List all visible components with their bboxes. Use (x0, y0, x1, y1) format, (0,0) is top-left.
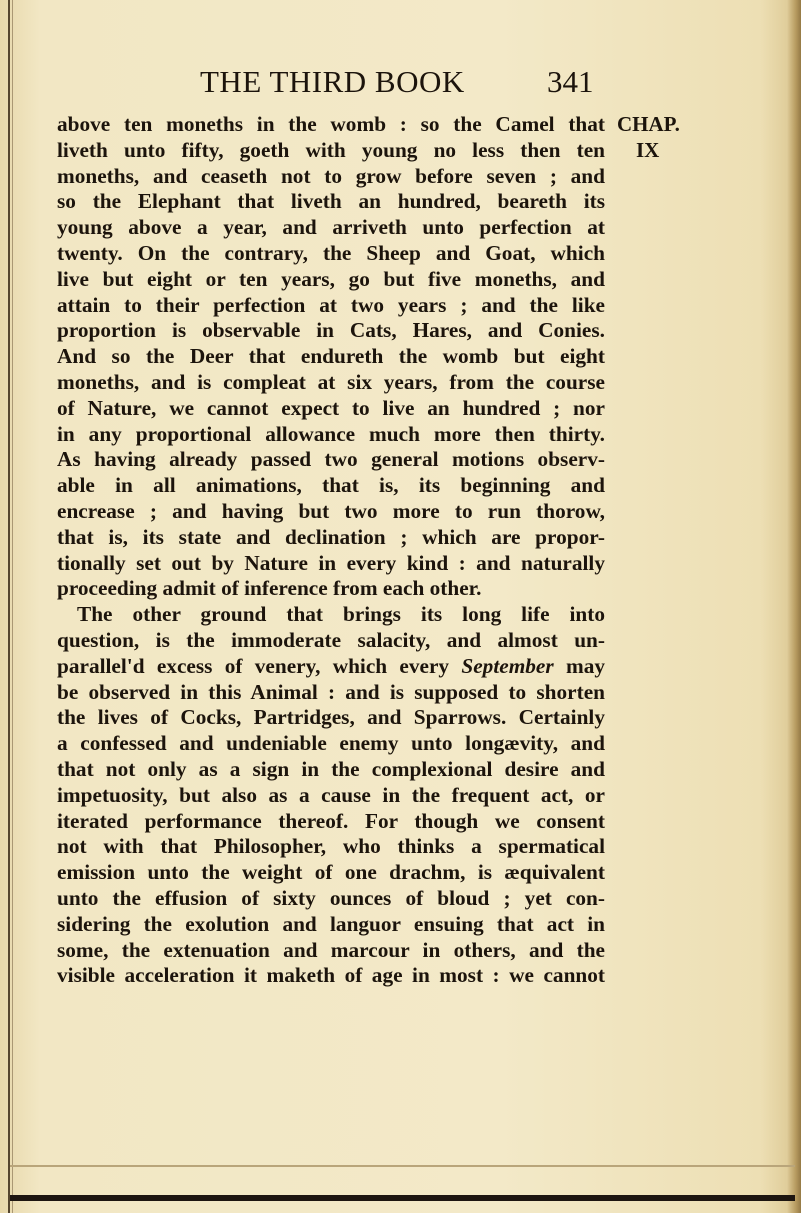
text-line: young above a year, and arriveth unto perfection at (57, 215, 605, 240)
text-line: unto the effusion of sixty ounces of bloud ; yet con- (57, 885, 605, 910)
text-line: a confessed and undeniable enemy unto longævity, and (57, 731, 605, 756)
text-line: question, is the immoderate salacity, and almost un- (57, 627, 605, 652)
text-segment: may (565, 653, 605, 678)
page-right-edge-shadow (787, 0, 801, 1213)
text-line: some, the extenuation and marcour in others, and the (57, 937, 605, 962)
italic-word: September (461, 653, 554, 678)
text-line: not with that Philosopher, who thinks a spermatical (57, 834, 605, 859)
text-line: emission unto the weight of one drachm, is æquivalent (57, 860, 605, 885)
text-line: encrease ; and having but two more to run thorow, (57, 498, 605, 523)
text-line: iterated performance thereof. For though we consent (57, 808, 605, 833)
page-bottom-edge (10, 1195, 795, 1201)
text-line: visible acceleration it maketh of age in most : we cannot (57, 963, 605, 988)
margin-chapter-number: IX (636, 138, 660, 162)
binding-gutter-line-thin (12, 0, 13, 1213)
text-line: in any proportional allowance much more then thirty. (57, 421, 605, 446)
text-line: impetuosity, but also as a cause in the frequent act, or (57, 782, 605, 807)
page-edge-line (10, 1165, 795, 1167)
page-header (0, 64, 801, 104)
text-line: of Nature, we cannot expect to live an hundred ; nor (57, 395, 605, 420)
text-line: moneths, and is compleat at six years, from the course (57, 369, 605, 394)
binding-gutter-line (8, 0, 10, 1213)
text-line: tionally set out by Nature in every kind : and naturally (57, 550, 605, 575)
text-line: live but eight or ten years, go but five moneths, and (57, 266, 605, 291)
text-line: And so the Deer that endureth the womb but eight (57, 344, 605, 369)
text-line-paragraph-start: The other ground that brings its long life into (77, 602, 605, 627)
text-line: that not only as a sign in the complexional desire and (57, 756, 605, 781)
text-line: proportion is observable in Cats, Hares, and Conies. (57, 318, 605, 343)
text-line: As having already passed two general motions observ- (57, 447, 605, 472)
text-line-paragraph-end: proceeding admit of inference from each other. (57, 576, 482, 601)
text-line: twenty. On the contrary, the Sheep and Goat, which (57, 240, 605, 265)
text-line: above ten moneths in the womb : so the Camel that (57, 112, 605, 136)
text-line: liveth unto fifty, goeth with young no less then ten (57, 137, 605, 162)
margin-chapter-label: CHAP. (617, 112, 680, 136)
text-line: be observed in this Animal : and is supposed to shorten (57, 679, 605, 704)
text-line: moneths, and ceaseth not to grow before seven ; and (57, 163, 605, 188)
running-title: THE THIRD BOOK (200, 64, 465, 99)
text-line: sidering the exolution and languor ensuing that act in (57, 911, 605, 936)
text-line: the lives of Cocks, Partridges, and Sparrows. Certainly (57, 705, 605, 730)
text-line: able in all animations, that is, its beginning and (57, 473, 605, 498)
text-segment: parallel'd excess of venery, which every (57, 653, 450, 678)
text-line: that is, its state and declination ; which are propor- (57, 524, 605, 549)
text-line: attain to their perfection at two years ; and the like (57, 292, 605, 317)
body-text (57, 112, 605, 989)
text-line-with-italic (57, 654, 605, 680)
page-number: 341 (547, 64, 594, 99)
text-line: so the Elephant that liveth an hundred, beareth its (57, 189, 605, 214)
